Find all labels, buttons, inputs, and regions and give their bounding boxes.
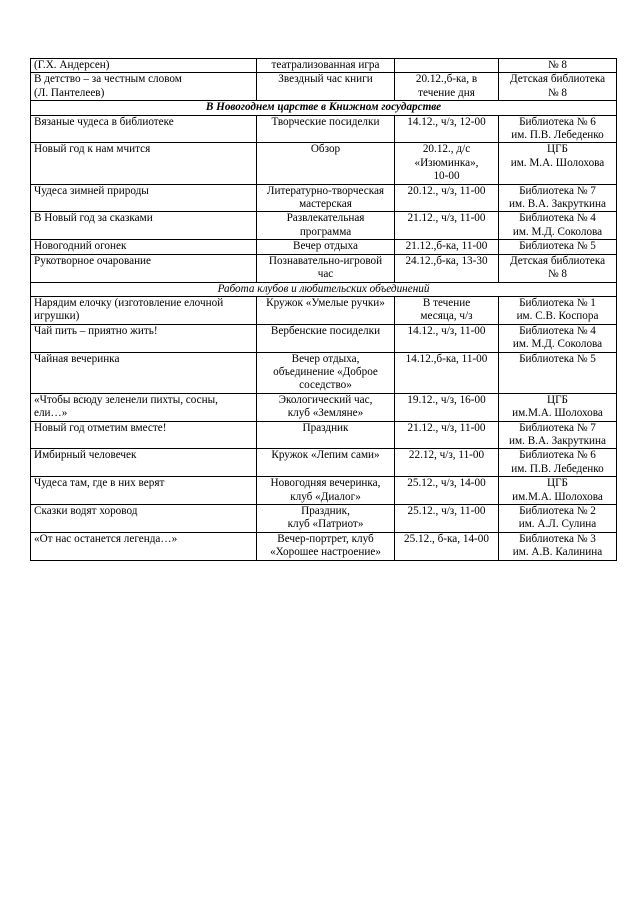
section-title-new-year-kingdom: В Новогоднем царстве в Книжном государстве (31, 101, 617, 115)
cell-text-line: 10-00 (433, 170, 460, 183)
cell-text-line: Звездный час книги (278, 73, 373, 86)
cell-text-line: им. С.В. Коспора (516, 310, 599, 323)
event-form-cell (257, 477, 395, 505)
cell-text-line: (Л. Пантелеев) (34, 86, 105, 99)
cell-text-line: им. М.А. Шолохова (510, 156, 605, 169)
cell-text-line: час (317, 268, 334, 281)
event-place-cell (499, 240, 617, 254)
cell-text-line: Новогодний огонек (34, 240, 127, 253)
event-title-cell (31, 505, 257, 533)
event-title-cell (31, 254, 257, 282)
cell-text-line: им.М.А. Шолохова (512, 407, 603, 420)
cell-text-line: Праздник (302, 421, 349, 434)
table-row (31, 184, 617, 212)
event-form-cell (257, 212, 395, 240)
table-row (31, 59, 617, 73)
cell-text-line: Литературно-творческая (266, 184, 385, 197)
event-title-cell (31, 184, 257, 212)
event-title-cell (31, 352, 257, 393)
cell-text-line: Детская библиотека (509, 73, 606, 86)
cell-text-line: объединение «Доброе (273, 365, 378, 378)
table-body-bottom (31, 296, 617, 560)
event-place-cell (499, 532, 617, 560)
table-row (31, 143, 617, 184)
cell-text-line: Библиотека № 4 (519, 324, 596, 337)
cell-text-line: им. П.В. Лебеденко (511, 462, 604, 475)
event-date-cell (395, 324, 499, 352)
cell-text-line: ЦГБ (547, 143, 568, 156)
cell-text-line: клуб «Диалог» (290, 490, 361, 503)
cell-text-line: им.М.А. Шолохова (512, 490, 603, 503)
table-body-middle (31, 115, 617, 282)
cell-text-line: 20.12., ч/з, 11-00 (407, 184, 486, 197)
table-row (31, 449, 617, 477)
event-place-cell (499, 477, 617, 505)
cell-text-line: Библиотека № 3 (519, 532, 596, 545)
event-place-cell (499, 324, 617, 352)
cell-text-line: клуб «Патриот» (287, 518, 364, 531)
cell-text-line: им. В.А. Закруткина (509, 198, 606, 211)
cell-text-line: «Хорошее настроение» (270, 546, 381, 559)
cell-text-line: В течение (422, 296, 471, 309)
event-form-cell (257, 59, 395, 73)
event-date-cell (395, 393, 499, 421)
cell-text-line: 25.12., б-ка, 14-00 (404, 532, 489, 545)
event-form-cell (257, 505, 395, 533)
section-header-block (31, 282, 617, 296)
cell-text-line: 21.12.,б-ка, 11-00 (405, 240, 488, 253)
event-place-cell (499, 143, 617, 184)
cell-text-line: Новый год к нам мчится (34, 143, 151, 156)
cell-text-line: соседство» (299, 379, 352, 392)
cell-text-line: 25.12., ч/з, 14-00 (407, 477, 486, 490)
event-title-cell (31, 240, 257, 254)
table-row (31, 240, 617, 254)
cell-text-line: им. М.Д. Соколова (512, 225, 603, 238)
event-date-cell (395, 240, 499, 254)
cell-text-line: ЦГБ (547, 477, 568, 490)
cell-text-line: игрушки) (34, 310, 80, 323)
cell-text-line: мастерская (299, 198, 352, 211)
event-form-cell (257, 324, 395, 352)
event-form-cell (257, 532, 395, 560)
table-row (31, 73, 617, 101)
event-date-cell (395, 115, 499, 143)
cell-text-line: Сказки водят хоровод (34, 505, 138, 517)
table-row (31, 477, 617, 505)
cell-text-line: Обзор (310, 143, 341, 156)
cell-text-line: «Изюминка», (414, 156, 479, 169)
event-place-cell (499, 212, 617, 240)
event-title-cell (31, 324, 257, 352)
cell-text-line: месяца, ч/з (420, 310, 473, 323)
event-form-cell (257, 73, 395, 101)
cell-text-line: Библиотека № 7 (519, 184, 596, 197)
cell-text-line: Чудеса там, где в них верят (34, 477, 165, 490)
event-title-cell (31, 421, 257, 449)
cell-text-line: В детство – за честным словом (34, 73, 182, 86)
event-date-cell (395, 254, 499, 282)
table-row (31, 296, 617, 324)
event-date-cell (395, 477, 499, 505)
table-row (31, 115, 617, 143)
event-form-cell (257, 296, 395, 324)
event-date-cell (395, 73, 499, 101)
cell-text-line: Рукотворное очарование (34, 254, 152, 267)
event-date-cell (395, 352, 499, 393)
event-date-cell (395, 184, 499, 212)
cell-text-line: Развлекательная (286, 212, 365, 225)
cell-text-line: Новый год отметим вместе! (34, 421, 167, 434)
event-title-cell (31, 296, 257, 324)
event-place-cell (499, 73, 617, 101)
cell-text-line: 14.12.,б-ка, 11-00 (405, 352, 488, 365)
cell-text-line: Праздник, (301, 505, 350, 517)
cell-text-line: Библиотека № 6 (519, 449, 596, 462)
section-title-clubs: Работа клубов и любительских объединений (31, 282, 617, 296)
cell-text-line: Нарядим елочку (изготовление елочной (34, 296, 224, 309)
cell-text-line: Кружок «Лепим сами» (271, 449, 380, 462)
cell-text-line: 19.12., ч/з, 16-00 (407, 393, 486, 406)
cell-text-line: 24.12.,б-ка, 13-30 (405, 254, 488, 267)
event-place-cell (499, 421, 617, 449)
cell-text-line: Экологический час, (278, 393, 373, 406)
cell-text-line: им. М.Д. Соколова (512, 338, 603, 351)
event-title-cell (31, 73, 257, 101)
cell-text-line: В Новый год за сказками (34, 212, 153, 225)
event-form-cell (257, 240, 395, 254)
event-form-cell (257, 352, 395, 393)
cell-text-line: ели…» (34, 407, 68, 420)
cell-text-line: им. А.Л. Сулина (518, 518, 597, 531)
event-date-cell (395, 143, 499, 184)
table-row (31, 421, 617, 449)
events-table (30, 58, 617, 561)
cell-text-line: № 8 (547, 86, 568, 99)
table-row (31, 393, 617, 421)
cell-text-line: Чайная вечеринка (34, 352, 120, 365)
event-title-cell (31, 393, 257, 421)
cell-text-line: Библиотека № 5 (519, 240, 596, 253)
event-place-cell (499, 393, 617, 421)
section-row (31, 282, 617, 296)
cell-text-line: № 8 (547, 59, 568, 71)
event-date-cell (395, 212, 499, 240)
cell-text-line: Новогодняя вечеринка, (270, 477, 381, 490)
cell-text-line: (Г.Х. Андерсен) (34, 59, 110, 71)
cell-text-line: «От нас останется легенда…» (34, 532, 178, 545)
document-page (30, 58, 616, 561)
table-row (31, 324, 617, 352)
event-title-cell (31, 143, 257, 184)
event-place-cell (499, 184, 617, 212)
cell-text-line: Библиотека № 5 (519, 352, 596, 365)
table-row (31, 212, 617, 240)
event-place-cell (499, 115, 617, 143)
event-title-cell (31, 532, 257, 560)
cell-text-line: Библиотека № 4 (519, 212, 596, 225)
cell-text-line: 25.12., ч/з, 11-00 (407, 505, 486, 517)
cell-text-line: Познавательно-игровой (268, 254, 383, 267)
cell-text-line: Чудеса зимней природы (34, 184, 149, 197)
cell-text-line: 14.12., ч/з, 11-00 (407, 324, 486, 337)
event-place-cell (499, 296, 617, 324)
event-form-cell (257, 421, 395, 449)
cell-text-line: Вязаные чудеса в библиотеке (34, 115, 174, 128)
cell-text-line: Творческие посиделки (271, 115, 380, 128)
cell-text-line: Библиотека № 2 (519, 505, 596, 517)
event-place-cell (499, 449, 617, 477)
event-form-cell (257, 115, 395, 143)
cell-text-line: Вечер-портрет, клуб (277, 532, 374, 545)
cell-text-line: им. А.В. Калинина (512, 546, 603, 559)
table-row (31, 254, 617, 282)
cell-text-line: 14.12., ч/з, 12-00 (407, 115, 486, 128)
cell-text-line: 22.12, ч/з, 11-00 (408, 449, 485, 462)
table-body-top (31, 59, 617, 101)
event-title-cell (31, 115, 257, 143)
cell-text-line: Имбирный человечек (34, 449, 137, 462)
event-place-cell (499, 352, 617, 393)
cell-text-line: программа (299, 225, 352, 238)
event-date-cell (395, 296, 499, 324)
table-row (31, 505, 617, 533)
cell-text-line: театрализованная игра (271, 59, 380, 71)
table-row (31, 532, 617, 560)
cell-text-line: Библиотека № 1 (519, 296, 596, 309)
event-title-cell (31, 477, 257, 505)
event-place-cell (499, 59, 617, 73)
event-date-cell (395, 532, 499, 560)
section-row (31, 101, 617, 115)
cell-text-line: 21.12., ч/з, 11-00 (407, 421, 486, 434)
cell-text-line: им. П.В. Лебеденко (511, 129, 604, 142)
section-header-block (31, 101, 617, 115)
event-form-cell (257, 393, 395, 421)
cell-text-line: Детская библиотека (509, 254, 606, 267)
cell-text-line: 20.12., д/с (422, 143, 471, 156)
cell-text-line: «Чтобы всюду зеленели пихты, сосны, (34, 393, 218, 406)
cell-text-line: клуб «Земляне» (287, 407, 364, 420)
cell-text-line: Вечер отдыха, (291, 352, 360, 365)
event-title-cell (31, 59, 257, 73)
event-form-cell (257, 449, 395, 477)
event-form-cell (257, 254, 395, 282)
event-place-cell (499, 254, 617, 282)
cell-text-line: Библиотека № 7 (519, 421, 596, 434)
event-title-cell (31, 449, 257, 477)
cell-text-line: Библиотека № 6 (519, 115, 596, 128)
cell-text-line: Кружок «Умелые ручки» (266, 296, 385, 309)
event-date-cell (395, 59, 499, 73)
table-row (31, 352, 617, 393)
cell-text-line: ЦГБ (547, 393, 568, 406)
event-date-cell (395, 505, 499, 533)
event-date-cell (395, 421, 499, 449)
cell-text-line: Вечер отдыха (293, 240, 358, 253)
event-place-cell (499, 505, 617, 533)
cell-text-line: течение дня (418, 86, 475, 99)
cell-text-line: Вербенские посиделки (270, 324, 381, 337)
cell-text-line: 20.12.,б-ка, в (415, 73, 478, 86)
cell-text-line: им. В.А. Закруткина (509, 434, 606, 447)
event-title-cell (31, 212, 257, 240)
event-date-cell (395, 449, 499, 477)
cell-text-line: 21.12., ч/з, 11-00 (407, 212, 486, 225)
cell-text-line: Чай пить – приятно жить! (34, 324, 158, 337)
cell-text-line: № 8 (547, 268, 568, 281)
event-form-cell (257, 143, 395, 184)
event-form-cell (257, 184, 395, 212)
